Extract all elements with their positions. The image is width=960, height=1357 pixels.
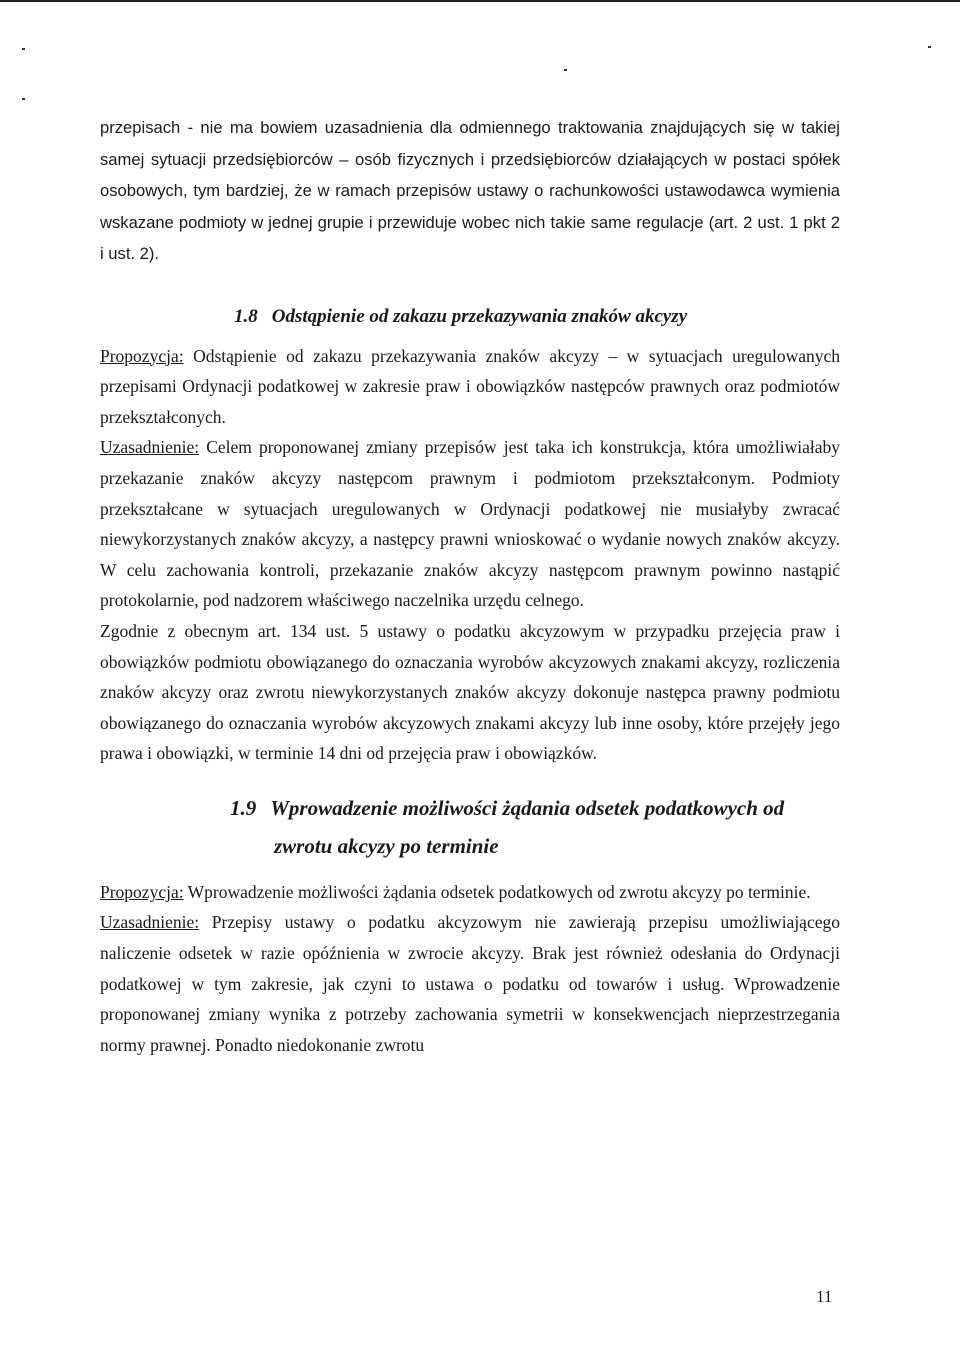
section-1-9-heading-block	[100, 789, 840, 865]
section-1-8-number: 1.8	[234, 305, 258, 327]
section-1-8-heading	[100, 302, 840, 333]
justification-text: Celem proponowanej zmiany przepisów jest taka ich konstrukcja, która umożliwiałaby przekazanie znaków akcyzy następcom prawnym i podmiotom przekształconym. Podmioty przekształcane w sytuacjach uregulowanych w Ordynacji podatkowej nie musiałyby zwracać niewykorzystanych znaków akcyzy, a następcy prawni wnioskować o wydanie nowych znaków akcyzy. W celu zachowania kontroli, przekazanie znaków akcyzy następcom prawnym powinno nastąpić protokolarnie, pod nadzorem właściwego naczelnika urzędu celnego.	[100, 437, 840, 611]
proposal-text: Wprowadzenie możliwości żądania odsetek podatkowych od zwrotu akcyzy po terminie.	[183, 881, 811, 902]
proposal-label: Propozycja:	[100, 881, 184, 902]
section-1-8-title: Odstąpienie od zakazu przekazywania znaków akcyzy	[271, 305, 688, 327]
proposal-text: Odstąpienie od zakazu przekazywania znaków akcyzy – w sytuacjach uregulowanych przepisami Ordynacji podatkowej w zakresie praw i obowiązków następców prawnych oraz podmiotów przekształconych.	[100, 345, 840, 427]
intro-text: przepisach - nie ma bowiem uzasadnienia dla odmiennego traktowania znajdujących się w takiej samej sytuacji przedsiębiorców – osób fizycznych i przedsiębiorców działających w postaci spółek osobowych, tym bardziej, że w ramach przepisów ustawy o rachunkowości ustawodawca wymienia wskazane podmioty w jednej grupie i przewiduje wobec nich takie same regulacje (art. 2 ust. 1 pkt 2 i ust. 2).	[100, 118, 840, 264]
proposal-label: Propozycja:	[100, 345, 184, 366]
scan-speck	[564, 69, 567, 71]
section-1-8-proposal	[100, 341, 840, 433]
scan-top-border	[0, 0, 960, 2]
section-1-9-justification	[100, 907, 840, 1060]
section-1-9-number: 1.9	[230, 795, 257, 820]
justification-label: Uzasadnienie:	[100, 912, 200, 933]
current-law-text: Zgodnie z obecnym art. 134 ust. 5 ustawy o podatku akcyzowym w przypadku przejęcia praw i obowiązków podmiotu obowiązanego do oznaczania wyrobów akcyzowych znakami akcyzy, rozliczenia znaków akcyzy oraz zwrotu niewykorzystanych znaków akcyzy dokonuje następca prawny podmiotu obowiązanego do oznaczania wyrobów akcyzowych znakami akcyzy lub inne osoby, które przejęły jego prawa i obowiązki, w terminie 14 dni od przejęcia praw i obowiązków.	[100, 620, 840, 764]
section-1-9-title-line2: zwrotu akcyzy po terminie	[274, 833, 499, 858]
document-body	[100, 112, 840, 1060]
scan-speck	[22, 48, 25, 50]
section-1-8-justification	[100, 432, 840, 616]
justification-text: Przepisy ustawy o podatku akcyzowym nie zawierają przepisu umożliwiającego naliczenie odsetek w razie opóźnienia w zwrocie akcyzy. Brak jest również odesłania do Ordynacji podatkowej w tym zakresie, jak czyni to ustawa o podatku od towarów i usług. Wprowadzenie proponowanej zmiany wynika z potrzeby zachowania symetrii w konsekwencjach nieprzestrzegania normy prawnej. Ponadto niedokonanie zwrotu	[100, 912, 840, 1055]
intro-paragraph	[100, 112, 840, 270]
section-1-9-proposal	[100, 877, 840, 908]
scan-speck	[928, 46, 931, 48]
section-1-9-heading	[100, 789, 840, 865]
scan-speck	[22, 98, 25, 100]
page-number: 11	[816, 1287, 833, 1306]
section-1-9-title-line1: Wprowadzenie możliwości żądania odsetek podatkowych od	[270, 795, 785, 820]
justification-label: Uzasadnienie:	[100, 437, 200, 458]
section-1-8-current-law	[100, 616, 840, 769]
